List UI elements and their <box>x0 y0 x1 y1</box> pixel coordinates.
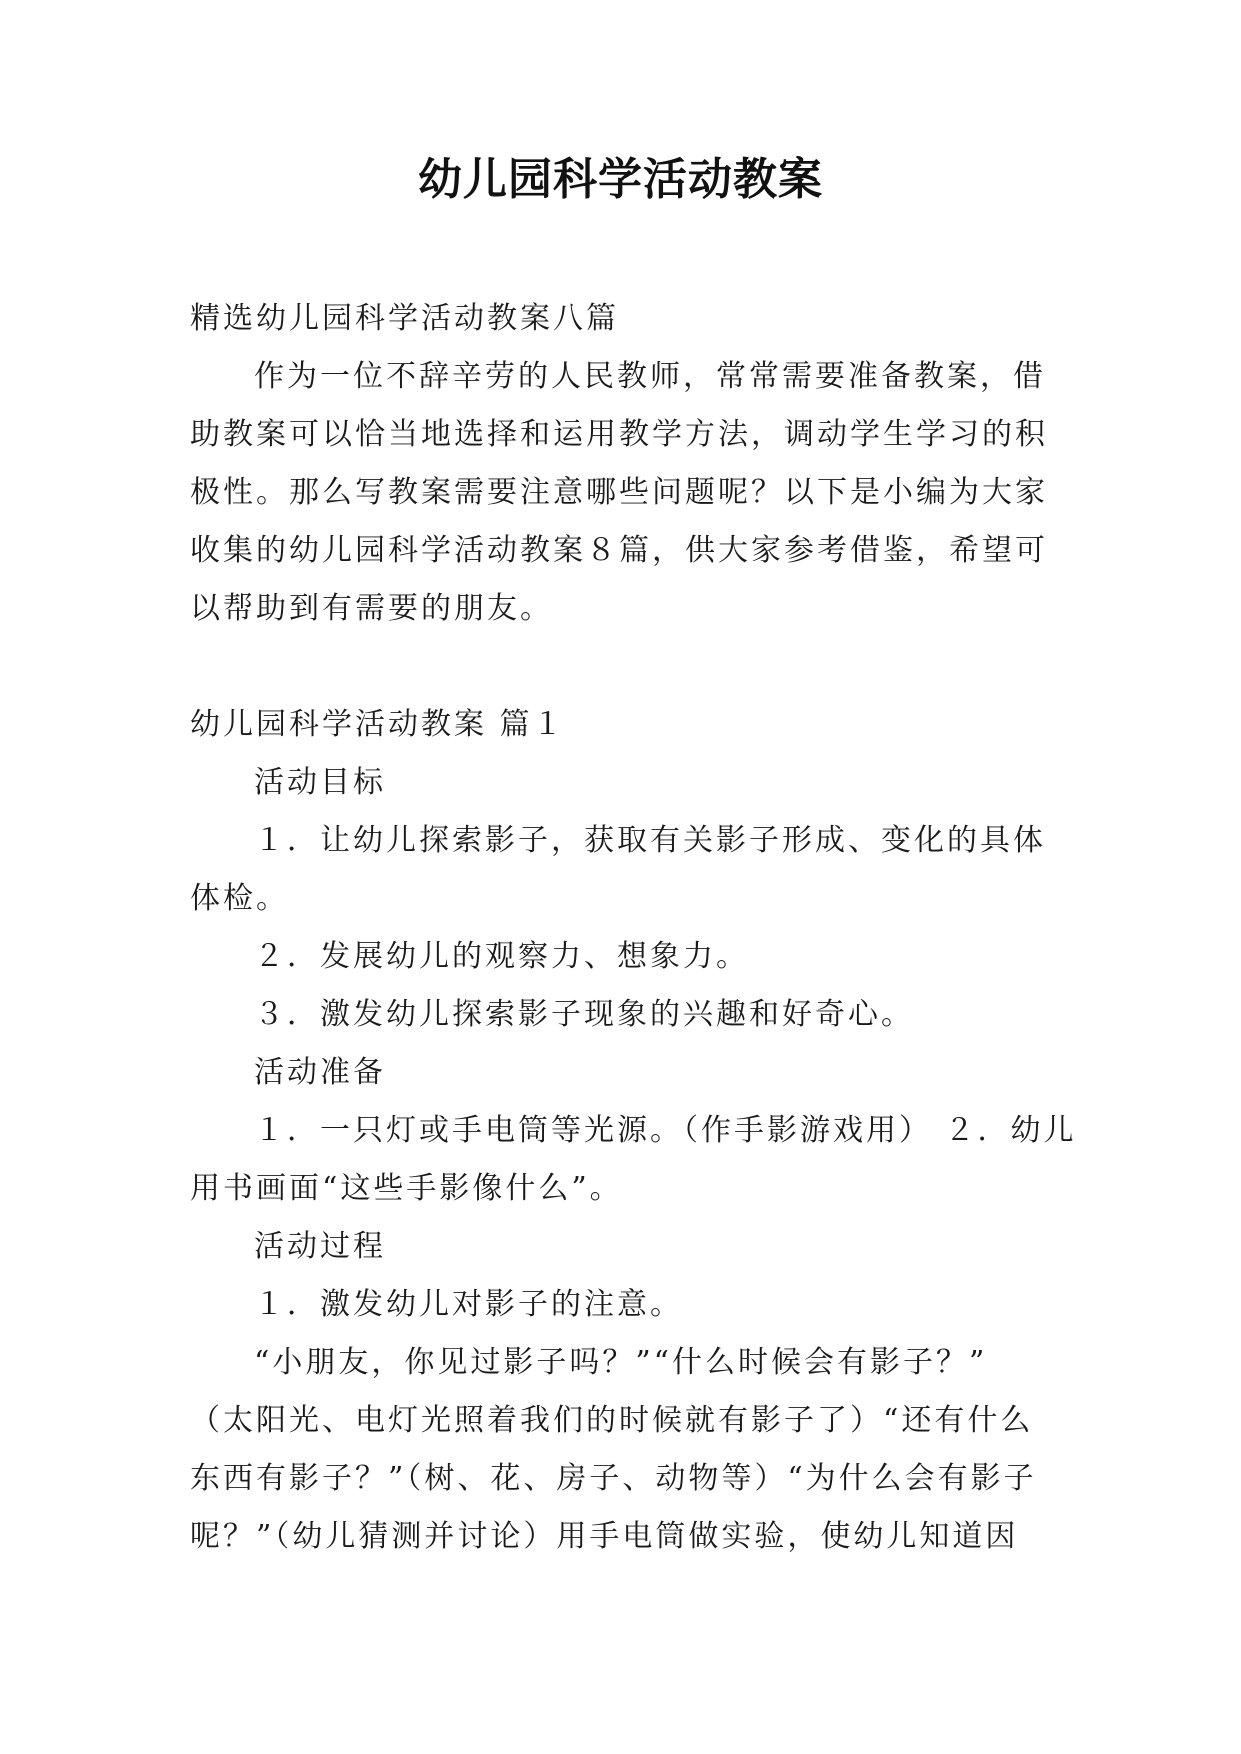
section-heading: 幼儿园科学活动教案 篇１ <box>190 707 566 742</box>
document-subtitle: 精选幼儿园科学活动教案八篇 <box>190 301 619 336</box>
document-body <box>190 290 1077 1566</box>
prep-line: 用书画面“这些手影像什么”。 <box>190 1171 623 1206</box>
goal-1-line: 体检。 <box>190 881 289 916</box>
dialogue-line: （太阳光、电灯光照着我们的时候就有影子了）“还有什么 <box>190 1403 1034 1438</box>
intro-line: 收集的幼儿园科学活动教案８篇，供大家参考借鉴，希望可 <box>190 533 1048 568</box>
goal-2: ２．发展幼儿的观察力、想象力。 <box>254 939 749 974</box>
prep-paragraph <box>190 1102 1077 1218</box>
process-step-1: １．激发幼儿对影子的注意。 <box>254 1287 683 1322</box>
intro-line: 以帮助到有需要的朋友。 <box>190 591 553 626</box>
goal-1 <box>190 812 1052 928</box>
dialogue-paragraph <box>190 1334 1052 1566</box>
intro-line: 作为一位不辞辛劳的人民教师，常常需要准备教案，借 <box>254 359 1046 394</box>
prep-heading: 活动准备 <box>254 1055 386 1090</box>
dialogue-line: “小朋友，你见过影子吗？”“什么时候会有影子？” <box>254 1345 988 1380</box>
process-heading: 活动过程 <box>254 1229 386 1264</box>
goal-heading: 活动目标 <box>254 765 386 800</box>
intro-line: 极性。那么写教案需要注意哪些问题呢？以下是小编为大家 <box>190 475 1048 510</box>
dialogue-line: 呢？”（幼儿猜测并讨论）用手电筒做实验，使幼儿知道因 <box>190 1519 1019 1554</box>
intro-paragraph <box>190 348 1052 638</box>
prep-line: １．一只灯或手电筒等光源。（作手影游戏用） ２．幼儿 <box>254 1113 1077 1148</box>
goal-1-line: １．让幼儿探索影子，获取有关影子形成、变化的具体 <box>254 823 1046 858</box>
intro-line: 助教案可以恰当地选择和运用教学方法，调动学生学习的积 <box>190 417 1048 452</box>
goal-3: ３．激发幼儿探索影子现象的兴趣和好奇心。 <box>254 997 914 1032</box>
document-title: 幼儿园科学活动教案 <box>418 154 823 205</box>
dialogue-line: 东西有影子？”（树、花、房子、动物等）“为什么会有影子 <box>190 1461 1037 1496</box>
